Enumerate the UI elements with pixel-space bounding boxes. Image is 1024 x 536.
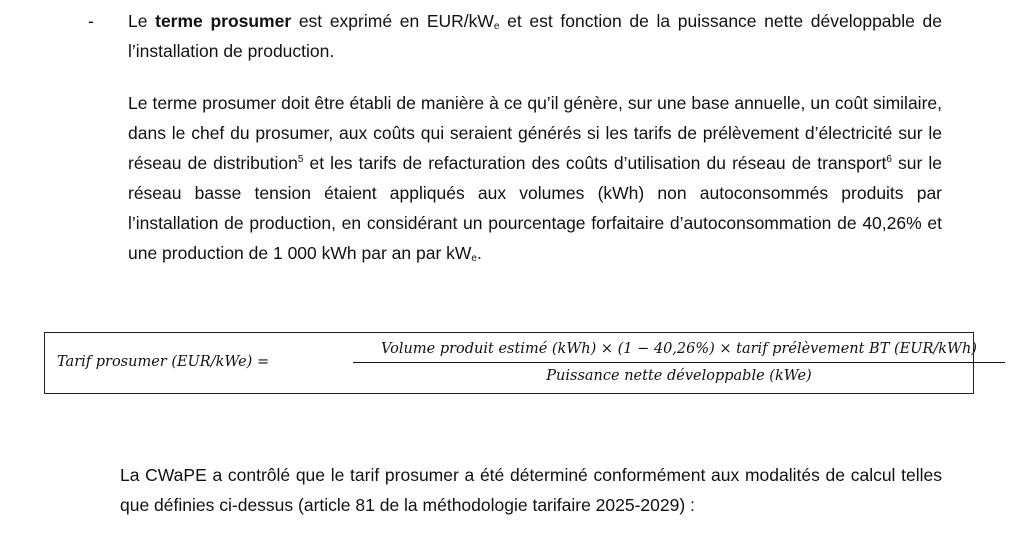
closing-paragraph: La CWaPE a contrôlé que le tarif prosumer a été déterminé conformément aux modalités de calcul telles que définies ci-dessus (article 81 de la méthodologie tarifaire 2025-2029) : (120, 465, 942, 515)
fraction-bar (353, 362, 1005, 363)
formula-lhs: Tarif prosumer (EUR/kWe) = (57, 354, 270, 370)
bullet-text-2: et est fonction de la puissance nette développable de l’installation de production. (128, 11, 943, 61)
body-paragraph (128, 88, 942, 268)
formula-box (44, 332, 977, 394)
body-end: . (476, 243, 482, 263)
formula-numerator: Volume produit estimé (kWh) × (1 − 40,26%) × tarif prélèvement BT (EUR/kWh) (381, 341, 977, 357)
bullet-paragraph (128, 6, 942, 66)
body-part-1: Le terme prosumer doit être établi de manière à ce qu’il génère, sur une base annuelle, un coût similaire, dans le chef du prosumer, aux coûts qui seraient générés si les tarifs de prélèvement d’électricité sur le réseau de distribution (128, 93, 942, 173)
bullet-subscript: e (493, 21, 500, 32)
formula-fraction (353, 339, 1005, 386)
footnote-ref-5: 5 (297, 154, 304, 165)
body-subscript: e (471, 253, 477, 264)
footnote-ref-6: 6 (886, 154, 892, 165)
body-part-2: et les tarifs de refacturation des coûts d’utilisation du réseau de transport (303, 153, 887, 173)
formula-denominator: Puissance nette développable (kWe) (546, 368, 812, 385)
bullet-dash: - (88, 11, 94, 31)
body-part-3: sur le réseau basse tension étaient appliqués aux volumes (kWh) non autoconsommés produits par l’installation de production, en considérant un pourcentage forfaitaire d’autoconsommation de 40,26% et une production de 1 000 kWh par an par kW (128, 153, 943, 263)
bullet-text-1: est exprimé en EUR/kW (291, 11, 494, 31)
bullet-lead: Le (128, 11, 156, 31)
bullet-bold-term: terme prosumer (155, 11, 292, 31)
